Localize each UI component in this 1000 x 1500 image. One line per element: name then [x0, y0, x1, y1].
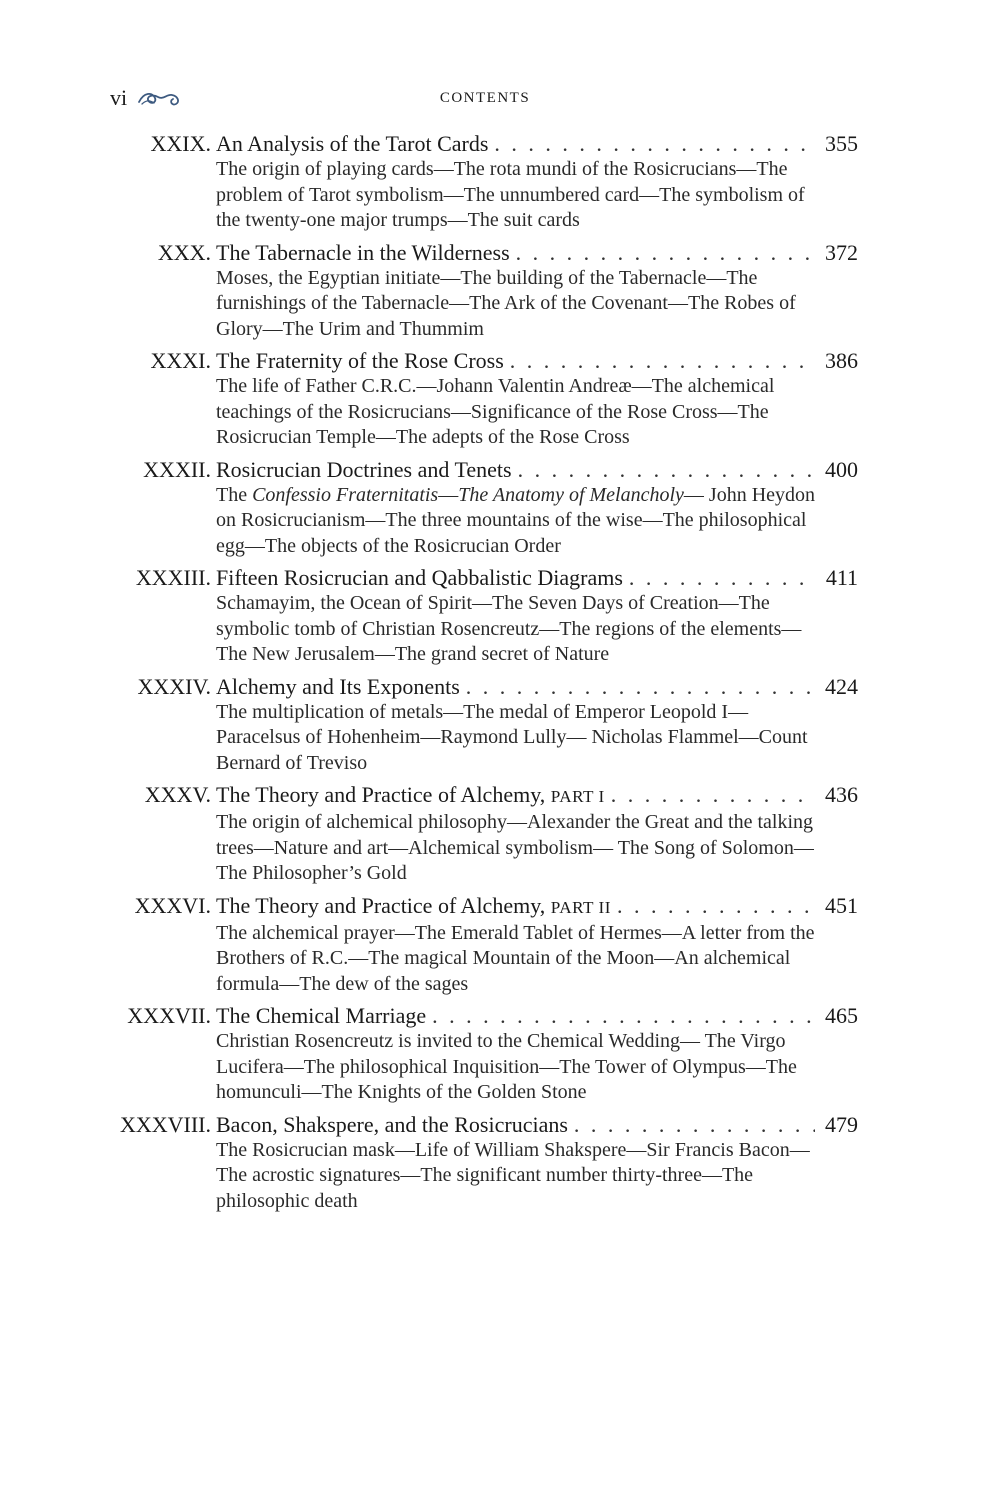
description-text: The	[216, 483, 253, 506]
dot-leader	[617, 893, 815, 919]
chapter-title-line	[216, 1112, 858, 1138]
chapter-title: An Analysis of the Tarot Cards	[216, 131, 489, 156]
description-text: — John Heydon on Rosicrucianism—The three mountains of the wise—The philosophical egg—The objects of the Rosicrucian Order	[216, 483, 816, 557]
chapter-description: The origin of alchemical philosophy—Alexander the Great and the talking trees—Nature and art—Alchemical symbolism— The Song of Solomon—The Philosopher’s Gold	[216, 811, 814, 884]
book-title-italic: Confessio Fraternitatis	[252, 483, 439, 506]
toc-entry	[0, 565, 1000, 668]
page-number: 386	[825, 348, 858, 373]
page-number: 400	[825, 456, 858, 482]
chapter-description: The Rosicrucian mask—Life of William Shakspere—Sir Francis Bacon—The acrostic signatures—The significant number thirty-three—The philosophic death	[216, 1138, 810, 1212]
chapter-title: The Fraternity of the Rose Cross	[216, 348, 504, 373]
chapter-numeral: XXXII.	[143, 456, 211, 482]
dot-leader	[629, 565, 816, 591]
page-number: 411	[825, 565, 858, 590]
chapter-description: Moses, the Egyptian initiate—The building of the Tabernacle—The furnishings of the Tabernacle—The Ark of the Covenant—The Robes of Glory—The Urim and Thummim	[216, 266, 796, 340]
toc-entry	[0, 674, 1000, 777]
chapter-title-line	[216, 893, 858, 921]
chapter-numeral: XXXVIII.	[119, 1111, 211, 1137]
dot-leader	[494, 131, 815, 157]
page-number: 465	[825, 1003, 858, 1028]
chapter-numeral: XXX.	[157, 239, 211, 265]
page-number: 451	[825, 892, 858, 918]
chapter-title-line	[216, 131, 858, 157]
chapter-numeral: XXXIV.	[137, 673, 211, 699]
chapter-numeral: XXXVI.	[134, 892, 211, 918]
toc-entry	[0, 893, 1000, 998]
chapter-description: The life of Father C.R.C.—Johann Valentin Andreæ—The alchemical teachings of the Rosicrucians—Significance of the Rose Cross—The Rosicrucian Temple—The adepts of the Rose Cross	[216, 375, 775, 448]
chapter-title: Fifteen Rosicrucian and Qabbalistic Diagrams	[216, 565, 623, 590]
chapter-title-line	[216, 674, 858, 700]
dot-leader	[611, 782, 815, 808]
page-header	[110, 84, 860, 112]
chapter-title-text: The Theory and Practice of Alchemy,	[216, 782, 546, 807]
toc-entry	[0, 240, 1000, 343]
chapter-title-text: The Theory and Practice of Alchemy,	[216, 892, 546, 918]
dot-leader	[432, 1003, 815, 1029]
toc-entry	[0, 348, 1000, 451]
chapter-numeral: XXIX.	[150, 131, 211, 156]
dot-leader	[574, 1112, 815, 1138]
dot-leader	[516, 240, 815, 266]
chapter-title	[216, 893, 611, 921]
page-number: 436	[825, 782, 858, 807]
chapter-description: The origin of playing cards—The rota mundi of the Rosicrucians—The problem of Tarot symbolism—The unnumbered card—The symbolism of the twenty-one major trumps—The suit cards	[216, 158, 805, 231]
page-number: 372	[825, 239, 858, 265]
chapter-title-line	[216, 565, 858, 591]
chapter-numeral: XXXVII.	[127, 1003, 211, 1028]
dot-leader	[518, 457, 815, 483]
table-of-contents	[0, 131, 1000, 1220]
chapter-title-line	[216, 782, 858, 810]
chapter-numeral: XXXI.	[150, 348, 211, 373]
chapter-part-label: PART II	[550, 897, 611, 917]
chapter-description	[216, 483, 821, 560]
chapter-title-line	[216, 348, 858, 374]
page-number: 424	[825, 673, 858, 699]
chapter-description: The multiplication of metals—The medal of Emperor Leopold I—Paracelsus of Hohenheim—Raymond Lully— Nicholas Flammel—Count Bernard of Treviso	[216, 700, 808, 774]
chapter-description: Schamayim, the Ocean of Spirit—The Seven Days of Creation—The symbolic tomb of Christian Rosencreutz—The regions of the elements—The New Jerusalem—The grand secret of Nature	[216, 592, 802, 665]
chapter-description: Christian Rosencreutz is invited to the Chemical Wedding— The Virgo Lucifera—The philosophical Inquisition—The Tower of Olympus—The homunculi—The Knights of the Golden Stone	[216, 1030, 797, 1103]
chapter-numeral: XXXV.	[144, 782, 211, 807]
chapter-title: The Chemical Marriage	[216, 1003, 427, 1028]
page-number: 355	[825, 131, 858, 156]
toc-entry	[0, 131, 1000, 234]
chapter-numeral: XXXIII.	[135, 565, 211, 590]
chapter-part-label: PART I	[550, 787, 605, 806]
toc-entry	[0, 782, 1000, 887]
chapter-title-line	[216, 240, 858, 266]
chapter-title	[216, 782, 605, 810]
running-head: CONTENTS	[439, 90, 531, 106]
chapter-title-line	[216, 1003, 858, 1029]
toc-entry	[0, 1003, 1000, 1106]
description-text: —	[438, 483, 459, 506]
chapter-description: The alchemical prayer—The Emerald Tablet of Hermes—A letter from the Brothers of R.C.—The magical Mountain of the Moon—An alchemical formula—The dew of the sages	[216, 921, 815, 995]
page-number: 479	[825, 1111, 858, 1137]
toc-entry	[0, 457, 1000, 560]
toc-entry	[0, 1112, 1000, 1215]
chapter-title: Alchemy and Its Exponents	[216, 673, 460, 699]
chapter-title: Rosicrucian Doctrines and Tenets	[216, 456, 512, 482]
dot-leader	[466, 674, 815, 700]
chapter-title: The Tabernacle in the Wilderness	[216, 239, 510, 265]
dot-leader	[510, 348, 815, 374]
page-folio: vi	[110, 85, 128, 110]
chapter-title-line	[216, 457, 858, 483]
chapter-title: Bacon, Shakspere, and the Rosicrucians	[216, 1111, 568, 1137]
book-title-italic: The Anatomy of Melancholy	[458, 483, 684, 506]
